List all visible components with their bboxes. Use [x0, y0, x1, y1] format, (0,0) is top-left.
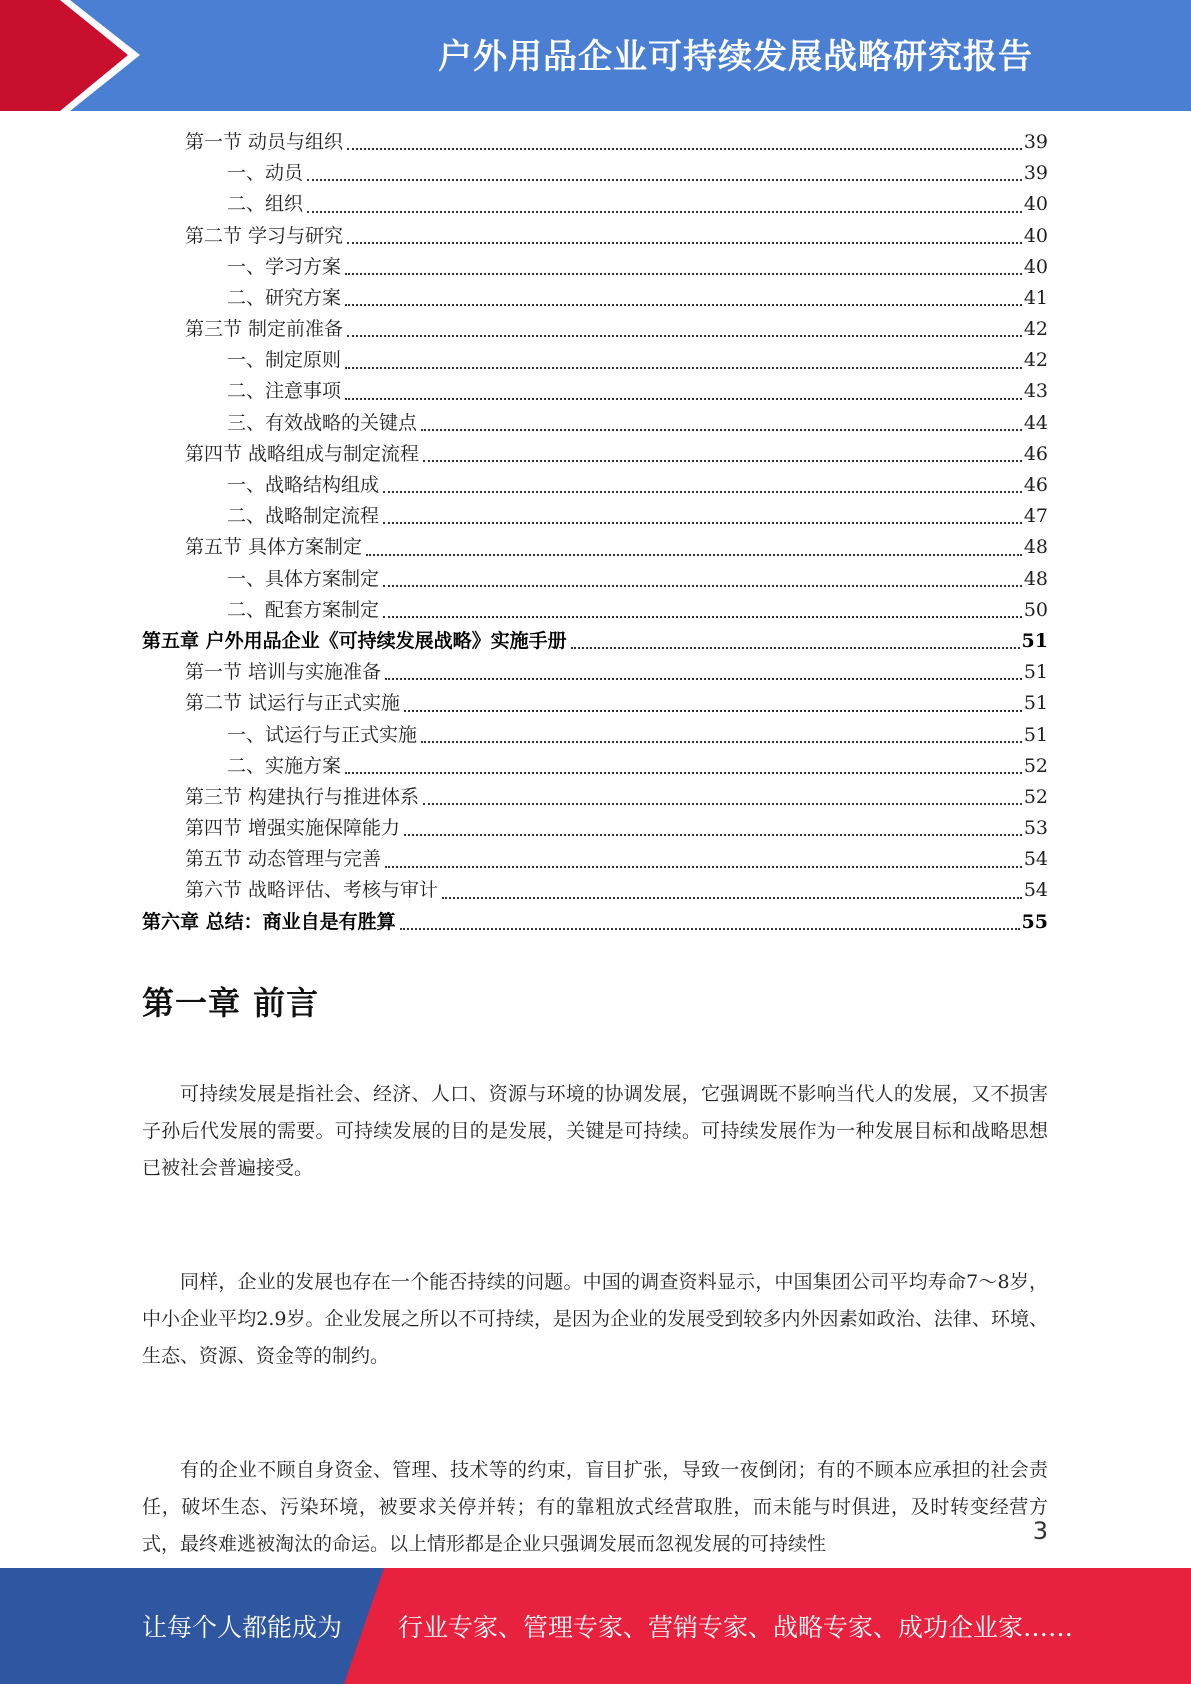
body-paragraph: 可持续发展是指社会、经济、人口、资源与环境的协调发展，它强调既不影响当代人的发展，又不损害子孙后代发展的需要。可持续发展的目的是发展，关键是可持续。可持续发展作为一种发展目标和战略思想已被社会普遍接受。 — [142, 1083, 1048, 1179]
toc-entry[interactable] — [142, 408, 1048, 439]
toc-entry-title: 三、有效战略的关键点 — [227, 411, 418, 434]
toc-entry[interactable] — [142, 283, 1048, 314]
toc-entry-title: 第三节 构建执行与推进体系 — [185, 785, 420, 808]
toc-entry[interactable] — [142, 626, 1048, 657]
toc-leader-dots — [345, 398, 1022, 400]
toc-leader-dots — [423, 803, 1022, 805]
toc-entry-page: 54 — [1023, 848, 1048, 871]
toc-entry-page: 41 — [1023, 286, 1048, 309]
toc-leader-dots — [442, 897, 1022, 899]
toc-entry[interactable] — [142, 377, 1048, 408]
toc-entry-title: 第二节 学习与研究 — [185, 224, 344, 247]
toc-entry[interactable] — [142, 345, 1048, 376]
toc-leader-dots — [347, 242, 1022, 244]
toc-entry[interactable] — [142, 314, 1048, 345]
header-arrow-decoration — [0, 0, 160, 111]
toc-leader-dots — [404, 710, 1022, 712]
toc-entry-page: 55 — [1021, 910, 1048, 933]
toc-entry-title: 一、战略结构组成 — [227, 474, 380, 497]
report-title: 户外用品企业可持续发展战略研究报告 — [438, 36, 1033, 77]
toc-entry[interactable] — [142, 564, 1048, 595]
toc-entry[interactable] — [142, 470, 1048, 501]
toc-entry-title: 一、动员 — [227, 162, 304, 185]
toc-entry-page: 52 — [1023, 754, 1048, 777]
body-paragraph: 有的企业不顾自身资金、管理、技术等的约束，盲目扩张，导致一夜倒闭；有的不顾本应承担的社会责任，破坏生态、污染环境，被要求关停并转；有的靠粗放式经营取胜，而未能与时俱进，及时转变经营方式，最终难逃被淘汰的命运。以上情形都是企业只强调发展而忽视发展的可持续性 — [142, 1459, 1048, 1555]
toc-entry[interactable] — [142, 782, 1048, 813]
toc-entry-page: 40 — [1023, 255, 1048, 278]
toc-leader-dots — [345, 367, 1022, 369]
toc-entry-page: 42 — [1023, 349, 1048, 372]
toc-entry-page: 51 — [1023, 661, 1048, 684]
toc-leader-dots — [307, 179, 1022, 181]
toc-entry[interactable] — [142, 688, 1048, 719]
toc-entry[interactable] — [142, 907, 1048, 938]
table-of-contents — [142, 127, 1048, 938]
toc-entry-title: 第四节 战略组成与制定流程 — [185, 442, 420, 465]
toc-leader-dots — [423, 460, 1022, 462]
toc-leader-dots — [385, 678, 1022, 680]
toc-entry[interactable] — [142, 221, 1048, 252]
toc-entry-title: 二、研究方案 — [227, 286, 342, 309]
toc-entry[interactable] — [142, 127, 1048, 158]
toc-leader-dots — [571, 647, 1020, 649]
toc-entry-page: 46 — [1023, 474, 1048, 497]
toc-entry[interactable] — [142, 844, 1048, 875]
toc-entry-page: 42 — [1023, 318, 1048, 341]
page-footer — [0, 1568, 1191, 1684]
toc-entry-page: 51 — [1021, 629, 1048, 652]
toc-entry-title: 第五章 户外用品企业《可持续发展战略》实施手册 — [142, 629, 567, 652]
toc-entry-page: 44 — [1023, 411, 1048, 434]
toc-entry[interactable] — [142, 720, 1048, 751]
toc-entry-page: 40 — [1023, 193, 1048, 216]
toc-leader-dots — [383, 585, 1022, 587]
toc-leader-dots — [345, 304, 1022, 306]
toc-entry-title: 二、战略制定流程 — [227, 505, 380, 528]
chapter-heading: 第一章 前言 — [142, 984, 320, 1022]
toc-entry-page: 51 — [1023, 723, 1048, 746]
toc-entry-title: 第一节 培训与实施准备 — [185, 661, 382, 684]
toc-entry-page: 43 — [1023, 380, 1048, 403]
toc-entry-title: 二、组织 — [227, 193, 304, 216]
toc-entry-title: 一、试运行与正式实施 — [227, 723, 418, 746]
toc-leader-dots — [366, 554, 1022, 556]
toc-entry[interactable] — [142, 876, 1048, 907]
toc-entry[interactable] — [142, 595, 1048, 626]
toc-leader-dots — [345, 273, 1022, 275]
toc-entry-title: 第四节 增强实施保障能力 — [185, 817, 401, 840]
toc-entry-page: 52 — [1023, 785, 1048, 808]
toc-leader-dots — [385, 866, 1022, 868]
toc-leader-dots — [383, 616, 1022, 618]
toc-entry-title: 一、学习方案 — [227, 255, 342, 278]
toc-entry-page: 40 — [1023, 224, 1048, 247]
toc-leader-dots — [347, 335, 1022, 337]
toc-entry-page: 39 — [1023, 162, 1048, 185]
toc-entry-page: 48 — [1023, 567, 1048, 590]
toc-entry-page: 47 — [1023, 505, 1048, 528]
toc-entry[interactable] — [142, 501, 1048, 532]
toc-entry[interactable] — [142, 189, 1048, 220]
toc-entry[interactable] — [142, 439, 1048, 470]
toc-entry[interactable] — [142, 158, 1048, 189]
toc-entry-title: 一、制定原则 — [227, 349, 342, 372]
toc-entry-page: 50 — [1023, 598, 1048, 621]
toc-entry[interactable] — [142, 532, 1048, 563]
toc-entry-title: 第五节 具体方案制定 — [185, 536, 363, 559]
toc-entry-page: 54 — [1023, 879, 1048, 902]
toc-leader-dots — [307, 211, 1022, 213]
toc-entry-page: 48 — [1023, 536, 1048, 559]
page-number: 3 — [1032, 1517, 1048, 1545]
toc-leader-dots — [345, 772, 1022, 774]
toc-leader-dots — [383, 522, 1022, 524]
toc-leader-dots — [421, 741, 1022, 743]
toc-entry-title: 第六章 总结：商业自是有胜算 — [142, 910, 396, 933]
toc-entry-title: 二、注意事项 — [227, 380, 342, 403]
toc-entry-title: 第六节 战略评估、考核与审计 — [185, 879, 439, 902]
toc-entry-title: 二、实施方案 — [227, 754, 342, 777]
toc-entry[interactable] — [142, 252, 1048, 283]
toc-entry-page: 53 — [1023, 817, 1048, 840]
toc-entry-page: 39 — [1023, 130, 1048, 153]
page-header — [0, 0, 1191, 111]
toc-leader-dots — [400, 928, 1020, 930]
toc-entry-title: 第一节 动员与组织 — [185, 130, 344, 153]
toc-leader-dots — [421, 429, 1022, 431]
toc-entry-page: 46 — [1023, 442, 1048, 465]
toc-entry-title: 第二节 试运行与正式实施 — [185, 692, 401, 715]
toc-entry-title: 第五节 动态管理与完善 — [185, 848, 382, 871]
toc-leader-dots — [404, 834, 1022, 836]
toc-entry-page: 51 — [1023, 692, 1048, 715]
toc-entry[interactable] — [142, 751, 1048, 782]
toc-entry-title: 第三节 制定前准备 — [185, 318, 344, 341]
chapter-body — [142, 1076, 1048, 1563]
toc-entry-title: 一、具体方案制定 — [227, 567, 380, 590]
toc-entry[interactable] — [142, 657, 1048, 688]
toc-leader-dots — [347, 148, 1022, 150]
footer-slogan-right: 行业专家、管理专家、营销专家、战略专家、成功企业家…… — [398, 1613, 1074, 1642]
toc-entry-title: 二、配套方案制定 — [227, 598, 380, 621]
footer-slogan-left: 让每个人都能成为 — [142, 1613, 343, 1642]
toc-entry[interactable] — [142, 813, 1048, 844]
body-paragraph: 同样，企业的发展也存在一个能否持续的问题。中国的调查资料显示，中国集团公司平均寿命7～8岁，中小企业平均2.9岁。企业发展之所以不可持续，是因为企业的发展受到较多内外因素如政治、法律、环境、生态、资源、资金等的制约。 — [142, 1271, 1048, 1367]
toc-leader-dots — [383, 491, 1022, 493]
